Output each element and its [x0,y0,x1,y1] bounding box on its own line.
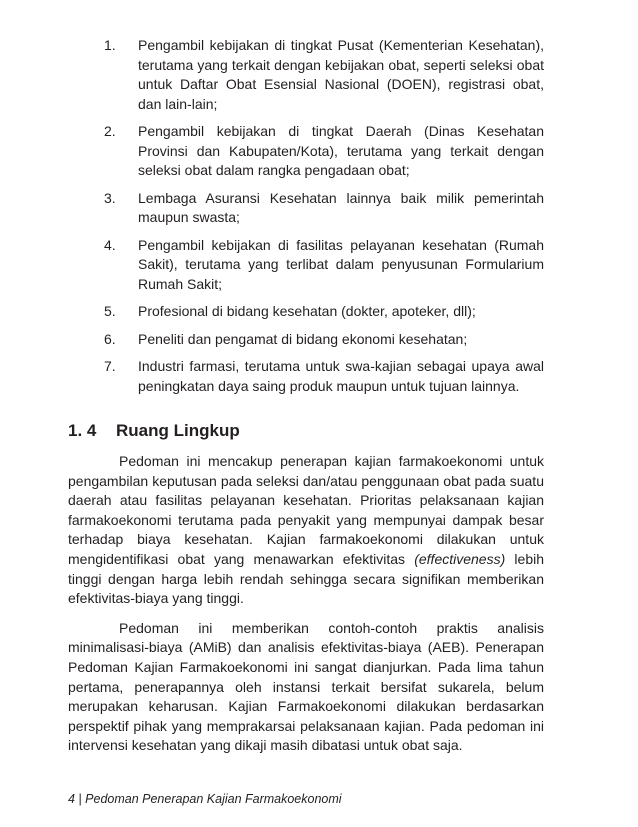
section-number: 1. 4 [68,421,97,440]
list-item-text: Industri farmasi, terutama untuk swa-kajian sebagai upaya awal peningkatan daya saing produk maupun untuk tujuan lainnya. [138,358,544,394]
footer-separator: | [74,792,86,806]
list-item [104,357,544,396]
section-title: Ruang Lingkup [116,421,240,440]
list-item-text: Pengambil kebijakan di tingkat Pusat (Kementerian Kesehatan), terutama yang terkait dengan kebijakan obat, seperti seleksi obat untuk Daftar Obat Esensial Nasional (DOEN), registrasi obat, dan lain-lain; [138,37,544,112]
list-item-text: Pengambil kebijakan di fasilitas pelayanan kesehatan (Rumah Sakit), terutama yang terlibat dalam penyusunan Formularium Rumah Sakit; [138,236,544,292]
list-item [104,122,544,181]
list-item-number: 5. [104,303,116,319]
list-item-number: 6. [104,330,116,347]
paragraph-emphasis: (effectiveness) [414,550,506,567]
list-item [104,236,544,295]
list-item [104,302,544,322]
list-item-number: 1. [104,37,116,53]
paragraph-text: Pedoman ini mencakup penerapan kajian farmakoekonomi untuk pengambilan keputusan pada seleksi dan/atau penggunaan obat pada suatu daerah atau fasilitas pelayanan kesehatan. Prioritas pelaksanaan kajian farmakoekonomi terutama pada penyakit yang mempunyai dampak besar terhadap biaya kesehatan. Kajian farmakoekonomi dilakukan untuk mengidentifikasi obat yang menawarkan efektivitas [68,453,544,567]
section-heading [68,421,240,441]
list-item-text: Peneliti dan pengamat di bidang ekonomi kesehatan; [138,330,468,347]
list-item-text: Profesional di bidang kesehatan (dokter, apoteker, dll); [138,303,476,319]
target-audience-list [104,36,544,404]
list-item-number: 7. [104,358,116,374]
list-item [104,36,544,114]
list-item-number: 4. [104,236,116,253]
page-footer [68,792,342,806]
list-item [104,330,544,350]
list-item-number: 3. [104,189,116,206]
list-item-text: Lembaga Asuransi Kesehatan lainnya baik milik pemerintah maupun swasta; [138,189,544,225]
list-item-text: Pengambil kebijakan di tingkat Daerah (Dinas Kesehatan Provinsi dan Kabupaten/Kota), terutama yang terkait dengan seleksi obat dalam rangka pengadaan obat; [138,123,544,178]
paragraph-text: lebih tinggi dengan harga lebih rendah sehingga secara signifikan memberikan efektivitas-biaya yang tinggi. [68,550,545,607]
section-body [68,452,544,766]
paragraph [68,452,544,609]
paragraph: Pedoman ini memberikan contoh-contoh praktis analisis minimalisasi-biaya (AMiB) dan analisis efektivitas-biaya (AEB). Penerapan Pedoman Kajian Farmakoekonomi ini sangat dianjurkan. Pada lima tahun pertama, penerapannya oleh instansi terkait bersifat sukarela, belum merupakan keharusan. Kajian Farmakoekonomi dilakukan berdasarkan perspektif pihak yang memprakarsai pelaksanaan kajian. Pada pedoman ini intervensi kesehatan yang dikaji masih dibatasi untuk obat saja. [68,619,544,754]
list-item [104,189,544,228]
footer-title: Pedoman Penerapan Kajian Farmakoekonomi [85,792,342,806]
list-item-number: 2. [104,123,116,139]
page-number: 4 [68,792,75,806]
